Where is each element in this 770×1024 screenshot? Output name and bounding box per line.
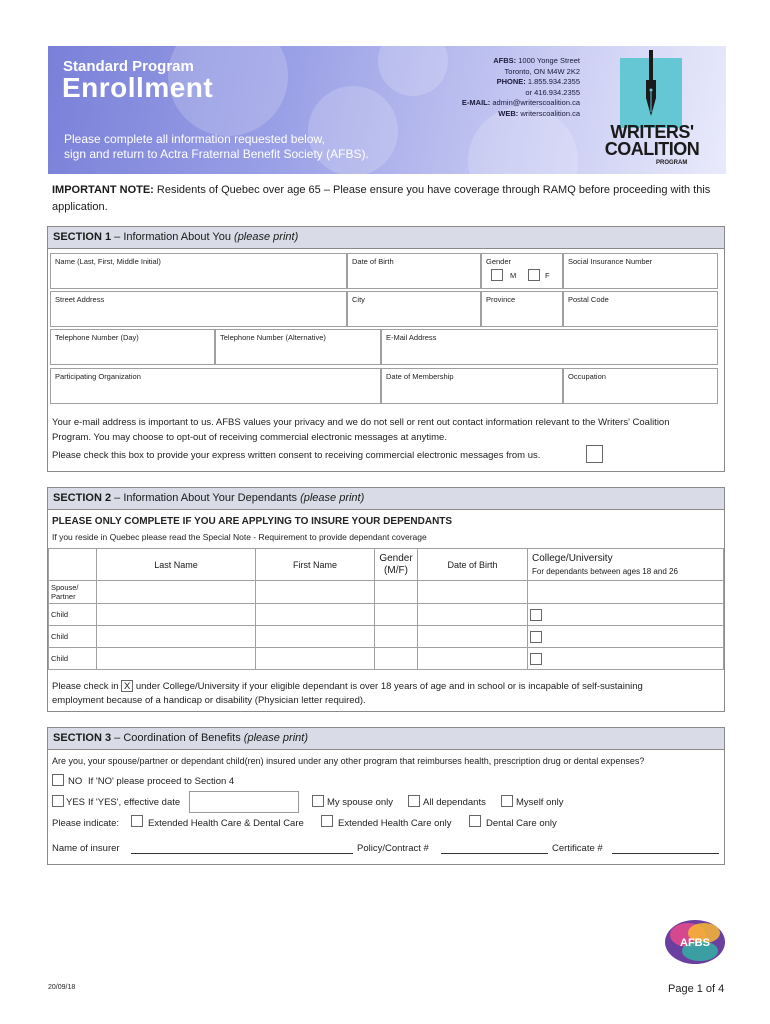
college-checkbox[interactable] [530, 653, 542, 665]
policy-input[interactable] [441, 853, 548, 854]
afbs-logo [664, 917, 726, 967]
cell-input[interactable] [418, 604, 528, 626]
email-field[interactable]: E-Mail Address [381, 329, 718, 365]
col-first-name: First Name [256, 549, 375, 581]
cell-input[interactable] [375, 626, 418, 648]
privacy-text-1: Your e-mail address is important to us. AFBS values your privacy and we do not sell or rent out contact information relevant to the Writers' Coalition [52, 417, 670, 428]
cell-input[interactable] [97, 604, 256, 626]
policy-label: Policy/Contract # [357, 843, 429, 854]
cell-input [528, 581, 724, 604]
cell-input[interactable] [375, 604, 418, 626]
cell-input[interactable] [375, 648, 418, 670]
quebec-note: If you reside in Quebec please read the Special Note - Requirement to provide dependant coverage [52, 532, 427, 542]
organization-field[interactable]: Participating Organization [50, 368, 381, 404]
dental-only-label: Dental Care only [486, 818, 557, 829]
cell-input[interactable] [256, 581, 375, 604]
telephone-alt-field[interactable]: Telephone Number (Alternative) [215, 329, 381, 365]
cell-input[interactable] [256, 604, 375, 626]
no-label: NO [68, 776, 83, 787]
insurer-input[interactable] [131, 853, 353, 854]
form-instructions: Please complete all information requested below, sign and return to Actra Fraternal Benefit Society (AFBS). [64, 132, 369, 161]
form-subtitle: Standard Program [63, 58, 194, 75]
col-college: College/University For dependants between ages 18 and 26 [528, 549, 724, 581]
col-last-name: Last Name [97, 549, 256, 581]
college-instructions-1: Please check in X under College/University if your eligible dependant is over 18 years of age and in school or is incapable of self-sustaining [52, 681, 643, 692]
street-field[interactable]: Street Address [50, 291, 347, 327]
all-dependants-label: All dependants [423, 797, 486, 808]
important-note: IMPORTANT NOTE: Residents of Quebec over age 65 – Please ensure you have coverage through RAMQ before proceeding with this application. [52, 184, 711, 213]
gender-field: Gender [481, 253, 563, 289]
certificate-input[interactable] [612, 853, 719, 854]
cell-input[interactable] [418, 581, 528, 604]
yes-checkbox[interactable] [52, 795, 64, 807]
table-row [49, 604, 724, 626]
ext-dental-checkbox[interactable] [131, 815, 143, 827]
dob-field[interactable]: Date of Birth [347, 253, 481, 289]
gender-f-checkbox[interactable] [528, 269, 540, 281]
occupation-field[interactable]: Occupation [563, 368, 718, 404]
effective-date-input[interactable] [189, 791, 299, 813]
coordination-question: Are you, your spouse/partner or dependant child(ren) insured under any other program that reimburses health, prescription drug or dental expenses? [52, 756, 645, 766]
yes-instruction: If 'YES', effective date [88, 797, 181, 808]
ext-dental-label: Extended Health Care & Dental Care [148, 818, 304, 829]
row-label: Child [49, 604, 97, 626]
telephone-day-field[interactable]: Telephone Number (Day) [50, 329, 215, 365]
page-number: Page 1 of 4 [668, 983, 725, 995]
cell-input[interactable] [97, 581, 256, 604]
name-field[interactable]: Name (Last, First, Middle Initial) [50, 253, 347, 289]
my-spouse-checkbox[interactable] [312, 795, 324, 807]
logo-program-label: PROGRAM [656, 160, 688, 166]
section-2-heading: SECTION 2 – Information About Your Dependants (please print) [48, 488, 724, 510]
row-label: Spouse/ Partner [49, 581, 97, 604]
section-1-heading: SECTION 1 – Information About You (please print) [48, 227, 724, 249]
college-cell [528, 604, 724, 626]
ext-only-checkbox[interactable] [321, 815, 333, 827]
cell-input[interactable] [418, 648, 528, 670]
college-checkbox[interactable] [530, 631, 542, 643]
row-label: Child [49, 648, 97, 670]
dependants-table [48, 548, 724, 670]
consent-text: Please check this box to provide your express written consent to receiving commercial electronic messages from us. [52, 450, 541, 461]
table-row [49, 581, 724, 604]
yes-label: YES [66, 797, 86, 808]
x-marker: X [121, 680, 133, 692]
city-field[interactable]: City [347, 291, 481, 327]
insurer-label: Name of insurer [52, 843, 120, 854]
no-checkbox[interactable] [52, 774, 64, 786]
row-label: Child [49, 626, 97, 648]
col-dob: Date of Birth [418, 549, 528, 581]
cell-input[interactable] [375, 581, 418, 604]
cell-input[interactable] [256, 648, 375, 670]
cell-input[interactable] [256, 626, 375, 648]
afbs-logo-text: AFBS [680, 937, 710, 949]
province-field[interactable]: Province [481, 291, 563, 327]
postal-field[interactable]: Postal Code [563, 291, 718, 327]
consent-checkbox[interactable] [586, 445, 603, 463]
college-checkbox[interactable] [530, 609, 542, 621]
college-cell [528, 626, 724, 648]
all-dependants-checkbox[interactable] [408, 795, 420, 807]
myself-label: Myself only [516, 797, 564, 808]
my-spouse-label: My spouse only [327, 797, 394, 808]
myself-checkbox[interactable] [501, 795, 513, 807]
section-3-heading: SECTION 3 – Coordination of Benefits (please print) [48, 728, 724, 750]
dependants-warning: PLEASE ONLY COMPLETE IF YOU ARE APPLYING TO INSURE YOUR DEPENDANTS [52, 516, 453, 527]
college-instructions-2: employment because of a handicap or disability (Physician letter required). [52, 695, 366, 706]
sin-field[interactable]: Social Insurance Number [563, 253, 718, 289]
college-cell [528, 648, 724, 670]
contact-address: AFBS: 1000 Yonge Street Toronto, ON M4W 2K2 PHONE: 1.855.934.2355 or 416.934.2355 E-MAIL: admin@writerscoalition.ca WEB: writerscoalition.ca [461, 56, 580, 118]
form-title: Enrollment [62, 72, 214, 103]
please-indicate-label: Please indicate: [52, 818, 120, 829]
pen-nib-icon [644, 50, 658, 120]
gender-m-label: M [510, 271, 517, 280]
ext-only-label: Extended Health Care only [338, 818, 452, 829]
col-gender: Gender (M/F) [375, 549, 418, 581]
gender-m-checkbox[interactable] [491, 269, 503, 281]
no-instruction: If 'NO' please proceed to Section 4 [88, 776, 235, 787]
cell-input[interactable] [418, 626, 528, 648]
table-row [49, 626, 724, 648]
cell-input[interactable] [97, 648, 256, 670]
certificate-label: Certificate # [552, 843, 603, 854]
form-date: 20/09/18 [48, 984, 76, 991]
gender-f-label: F [545, 271, 550, 280]
membership-date-field[interactable]: Date of Membership [381, 368, 563, 404]
cell-input[interactable] [97, 626, 256, 648]
privacy-text-2: Program. You may choose to opt-out of receiving commercial electronic messages at anytime. [52, 432, 447, 443]
table-row [49, 648, 724, 670]
logo-wordmark: WRITERS' COALITION [604, 122, 700, 159]
dental-only-checkbox[interactable] [469, 815, 481, 827]
